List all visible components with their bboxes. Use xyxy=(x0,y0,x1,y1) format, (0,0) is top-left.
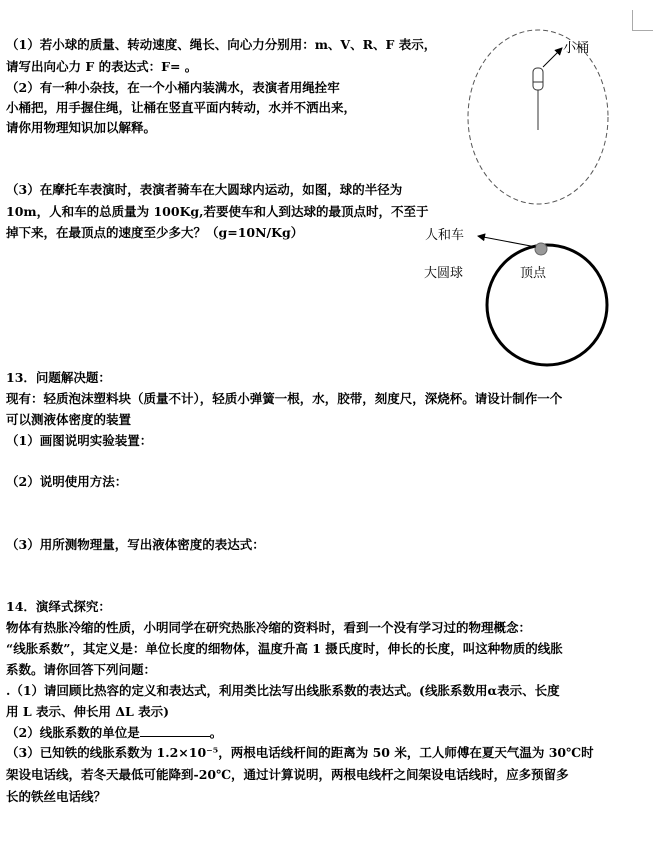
p14-line-3: 系数。请你回答下列问题： xyxy=(6,662,157,677)
p14-q3-line-1: （3）已知铁的线胀系数为 1.2×10⁻⁵，两根电话线杆间的距离为 50 米，工人师傅在夏天气温为 30℃时 xyxy=(6,745,594,760)
rider-arrow xyxy=(478,236,536,247)
p14-q2-end: 。 xyxy=(209,725,223,740)
p14-q2-text: （2）线胀系数的单位是 xyxy=(6,725,140,740)
q2-line-2: 小桶把，用手握住绳，让桶在竖直平面内转动，水并不洒出来， xyxy=(6,100,357,115)
p13-line-2: 可以测液体密度的装置 xyxy=(6,412,132,427)
p14-q1-line-2: 用 L 表示、伸长用 ΔL 表示) xyxy=(6,704,170,719)
p14-q3-line-2: 架设电话线，若冬天最低可能降到-20℃，通过计算说明，两根电线杆之间架设电话线时，应多预留多 xyxy=(6,767,569,782)
q1-line-2: 请写出向心力 F 的表达式：F= 。 xyxy=(6,59,198,74)
rider-ball xyxy=(535,243,547,255)
q3-line-2: 10m，人和车的总质量为 100Kg,若要使车和人到达球的最顶点时，不至于 xyxy=(6,204,429,219)
p13-title: 13．问题解决题： xyxy=(6,370,111,385)
bucket-arrow xyxy=(543,48,562,67)
p14-q1-line-1: .（1）请回顾比热容的定义和表达式，利用类比法写出线胀系数的表达式。(线胀系数用α表示、长度 xyxy=(6,683,560,698)
rider-label: 人和车 xyxy=(425,228,465,243)
p14-line-2: “线胀系数”，其定义是：单位长度的细物体，温度升高 1 摄氏度时，伸长的长度，叫这种物质的线胀 xyxy=(6,641,563,656)
bucket-icon xyxy=(533,68,543,90)
q3-line-3: 掉下来，在最顶点的速度至少多大？（g=10N/Kg） xyxy=(6,225,304,240)
top-point-label: 顶点 xyxy=(520,266,547,281)
q3-line-1: （3）在摩托车表演时，表演者骑车在大圆球内运动，如图，球的半径为 xyxy=(6,182,403,197)
q2-line-1: （2）有一种小杂技，在一个小桶内装满水，表演者用绳拴牢 xyxy=(6,80,340,95)
sphere-diagram xyxy=(478,236,607,365)
p13-line-1: 现有：轻质泡沫塑料块（质量不计），轻质小弹簧一根，水，胶带，刻度尺，深烧杯。请设计制作一个 xyxy=(6,391,563,406)
p13-q1: （1）画图说明实验装置： xyxy=(6,433,153,448)
big-sphere xyxy=(487,245,607,365)
p13-q3: （3）用所测物理量，写出液体密度的表达式： xyxy=(6,537,265,552)
bucket-diagram xyxy=(468,30,608,204)
q1-line-1: （1）若小球的质量、转动速度、绳长、向心力分别用：m、V、R、F 表示， xyxy=(6,37,437,52)
p14-q3-line-3: 长的铁丝电话线？ xyxy=(6,789,107,804)
p14-line-1: 物体有热胀冷缩的性质，小明同学在研究热胀冷缩的资料时，看到一个没有学习过的物理概念： xyxy=(6,620,532,635)
sphere-label: 大圆球 xyxy=(424,266,464,281)
p13-q2: （2）说明使用方法： xyxy=(6,474,128,489)
bucket-label: 小桶 xyxy=(563,41,590,56)
q2-line-3: 请你用物理知识加以解释。 xyxy=(6,120,157,135)
p14-title: 14．演绎式探究： xyxy=(6,599,111,614)
